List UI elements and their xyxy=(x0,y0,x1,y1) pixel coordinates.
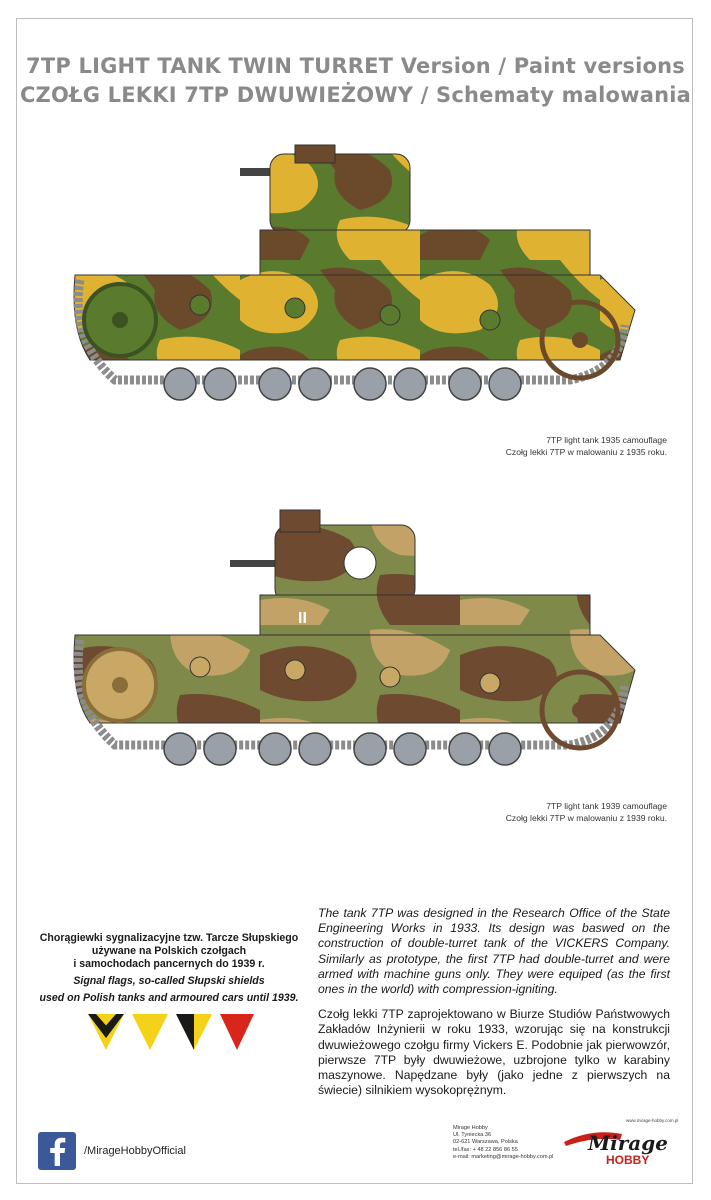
signal-flag-yellow xyxy=(132,1014,168,1050)
address-company: Mirage Hobby xyxy=(453,1125,488,1131)
bison-emblem xyxy=(344,547,376,579)
flags-polish-line3: i samochodach pancernych do 1939 r. xyxy=(73,958,265,970)
tank-description xyxy=(318,906,670,1098)
logo-url: www.mirage-hobby.com.pl xyxy=(626,1118,679,1123)
logo-sub-text: HOBBY xyxy=(606,1153,650,1167)
description-english: The tank 7TP was designed in the Research Office of the State Engineering Works in 1933. Its design was baswed on the construction of double-turret tank of the VICKERS Company. Similarly as prototype, the first 7TP had double-turret and were armed with machine guns only. They were equiped (as the first ones in the world) with compression-igniting. xyxy=(318,906,670,997)
address-phone: tel./fax: + 48 22 856 86 55 xyxy=(453,1146,518,1153)
signal-flag-black-yellow xyxy=(176,1014,212,1050)
flags-polish-line1: Chorągiewki sygnalizacyjne tzw. Tarcze Słupskiego xyxy=(39,932,299,944)
flags-polish-line2: używane na Polskich czołgach xyxy=(91,945,247,957)
caption-polish: Czołg lekki 7TP w malowaniu z 1939 roku. xyxy=(505,813,667,823)
gun-barrel xyxy=(230,560,280,567)
address-city: 02-621 Warszawa, Polska xyxy=(453,1139,518,1146)
signal-flag-red xyxy=(220,1014,254,1050)
tank-1935-illustration xyxy=(60,140,650,415)
flags-english-line2: used on Polish tanks and armoured cars until 1939. xyxy=(39,992,299,1004)
caption-english: 7TP light tank 1939 camouflage xyxy=(546,801,667,811)
facebook-handle-link[interactable]: /MirageHobbyOfficial xyxy=(84,1145,186,1157)
address-street: Ul. Tyniecka 36 xyxy=(453,1132,492,1139)
mirage-hobby-logo xyxy=(562,1120,672,1170)
tank-1935-caption xyxy=(506,434,667,458)
caption-english: 7TP light tank 1935 camouflage xyxy=(546,435,667,445)
flags-english-line1: Signal flags, so-called Słupski shields xyxy=(73,975,265,987)
title-english: 7TP LIGHT TANK TWIN TURRET Version / Paint versions xyxy=(26,54,685,78)
company-address xyxy=(453,1125,553,1161)
tank-1939-caption xyxy=(506,800,667,824)
caption-polish: Czołg lekki 7TP w malowaniu z 1935 roku. xyxy=(505,447,667,457)
description-polish: Czołg lekki 7TP zaprojektowano w Biurze Studiów Państwowych Zakładów Inżynierii w roku 1933, wzorując się na konstrukcji dwuwieżowego czołgu firmy Vickers E. Podobnie jak pierwowzór, pierwsze 7TP były dwuwieżowe, uzbrojone tylko w karabiny maszynowe. Napędzane były (jako jedne z pierwszych na świecie) silnikiem wysokoprężnym. xyxy=(318,1007,670,1098)
signal-flag-yellow-black-cross xyxy=(88,1014,124,1050)
title-polish: CZOŁG LEKKI 7TP DWUWIEŻOWY / Schematy malowania xyxy=(19,83,692,107)
tank-1939-illustration xyxy=(60,505,650,780)
address-email: e-mail: marketing@mirage-hobby.com.pl xyxy=(453,1153,554,1160)
tank-marking: II xyxy=(298,610,307,627)
logo-main-text: Mirage xyxy=(588,1131,668,1155)
facebook-f-glyph xyxy=(38,1132,76,1170)
signal-flags-description xyxy=(34,932,304,1005)
facebook-icon[interactable] xyxy=(38,1132,76,1170)
signal-flags-illustration xyxy=(86,1012,256,1052)
